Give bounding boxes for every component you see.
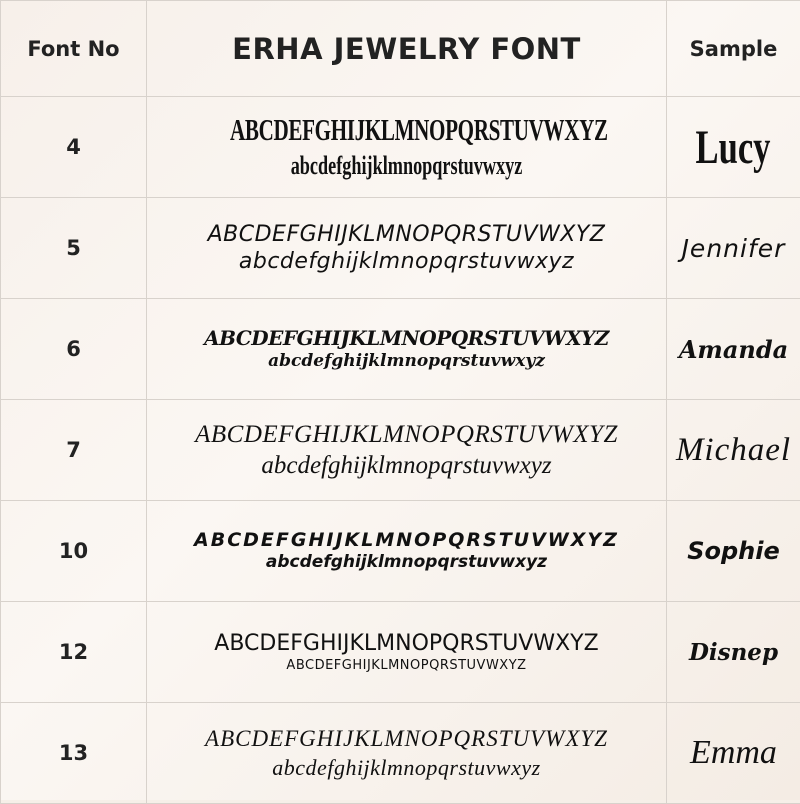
sample-name: Emma (690, 734, 777, 771)
font-no-header: Font No (1, 1, 147, 97)
sample-name: Disnep (689, 639, 778, 666)
uppercase-alphabet: ABCDEFGHIJKLMNOPQRSTUVWXYZ (147, 221, 666, 249)
font-row-4 (1, 97, 800, 198)
alphabet-cell (147, 602, 667, 703)
sample-cell (667, 299, 800, 400)
sample-cell (667, 97, 800, 198)
font-number: 10 (1, 501, 147, 602)
alphabet-cell (147, 97, 667, 198)
font-number: 7 (1, 400, 147, 501)
table-title: ERHA JEWELRY FONT (147, 1, 667, 97)
lowercase-alphabet: abcdefghijklmnopqrstuvwxyz (147, 552, 666, 573)
sample-name: Jennifer (682, 234, 786, 263)
sample-name: Michael (676, 432, 791, 468)
font-number: 5 (1, 198, 147, 299)
uppercase-alphabet: ABCDEFGHIJKLMNOPQRSTUVWXYZ (147, 326, 666, 351)
sample-cell (667, 501, 800, 602)
lowercase-alphabet: ABCDEFGHIJKLMNOPQRSTUVWXYZ (147, 658, 666, 674)
uppercase-alphabet: ABCDEFGHIJKLMNOPQRSTUVWXYZ (147, 725, 666, 754)
header-row (1, 1, 800, 97)
alphabet-cell (147, 703, 667, 804)
font-row-6 (1, 299, 800, 400)
uppercase-alphabet: ABCDEFGHIJKLMNOPQRSTUVWXYZ (230, 111, 583, 150)
font-number: 6 (1, 299, 147, 400)
sample-name: Lucy (696, 120, 771, 175)
lowercase-alphabet: abcdefghijklmnopqrstuvwxyz (147, 248, 666, 276)
sample-header: Sample (667, 1, 800, 97)
lowercase-alphabet: abcdefghijklmnopqrstuvwxyz (147, 754, 666, 782)
font-number: 4 (1, 97, 147, 198)
font-number: 12 (1, 602, 147, 703)
alphabet-cell (147, 198, 667, 299)
uppercase-alphabet: ABCDEFGHIJKLMNOPQRSTUVWXYZ (147, 630, 666, 658)
font-row-10 (1, 501, 800, 602)
lowercase-alphabet: abcdefghijklmnopqrstuvwxyz (225, 150, 588, 183)
lowercase-alphabet: abcdefghijklmnopqrstuvwxyz (147, 351, 666, 372)
alphabet-cell (147, 299, 667, 400)
sample-cell (667, 703, 800, 804)
font-number: 13 (1, 703, 147, 804)
uppercase-alphabet: ABCDEFGHIJKLMNOPQRSTUVWXYZ (147, 529, 666, 553)
sample-name: Sophie (687, 537, 780, 565)
alphabet-cell (147, 400, 667, 501)
sample-cell (667, 400, 800, 501)
font-row-5 (1, 198, 800, 299)
sample-name: Amanda (679, 335, 788, 364)
uppercase-alphabet: ABCDEFGHIJKLMNOPQRSTUVWXYZ (147, 419, 666, 450)
font-row-13 (1, 703, 800, 804)
lowercase-alphabet: abcdefghijklmnopqrstuvwxyz (147, 450, 666, 481)
sample-cell (667, 198, 800, 299)
sample-cell (667, 602, 800, 703)
font-row-12 (1, 602, 800, 703)
font-row-7 (1, 400, 800, 501)
alphabet-cell (147, 501, 667, 602)
